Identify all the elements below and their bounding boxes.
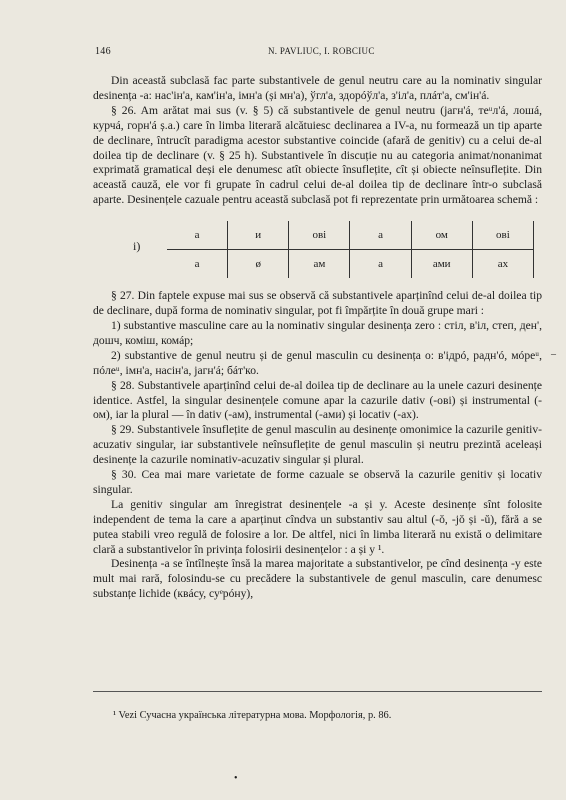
- table-cell: а: [350, 250, 411, 279]
- running-head: N. PAVLIUC, I. ROBCIUC: [268, 46, 375, 56]
- declension-scheme: [93, 215, 542, 281]
- table-cell: и: [228, 221, 289, 250]
- table-cell: ами: [411, 250, 472, 279]
- table-cell: ові: [472, 221, 533, 250]
- table-cell: а: [167, 221, 228, 250]
- main-text: [93, 74, 542, 602]
- table-cell: ø: [228, 250, 289, 279]
- paragraph: § 30. Cea mai mare varietate de forme cazuale se observă la cazurile genitiv și locativ singular.: [93, 468, 542, 496]
- footnote-divider: [93, 691, 542, 692]
- table-cell: а: [350, 221, 411, 250]
- paragraph: § 29. Substantivele însuflețite de genul masculin au desinențe omonimice la cazurile genitiv-acuzativ singular, iar substantivele neînsuflețite de genul masculin și neutru prezintă aceleași desinențe la cazurile nominativ-acuzativ singular și plural.: [93, 423, 542, 467]
- page-header: [95, 46, 495, 60]
- paragraph: 1) substantive masculine care au la nominativ singular desinența zero : стіл, в'іл, степ, ден', дошч, коміш, комáр;: [93, 318, 542, 347]
- table-cell: ом: [411, 221, 472, 250]
- paragraph: Din această subclasă fac parte substantivele de genul neutru care au la nominativ singular desinența -a: нас'ін'а, кам'ін'а, імн'а (și мн'а), ўгл'а, здорóўл'а, з'іл'а, плáт'а, см'ін'á.: [93, 74, 542, 102]
- table-cell: ах: [472, 250, 533, 279]
- paragraph: Desinența -a se întîlnește însă la marea majoritate a substantivelor, pe cînd desinența -y este mult mai rară, folosindu-se cu precădere la substantivele de genul masculin, care denumesc substanțe lichide (квáсу, суᵉрóну),: [93, 557, 542, 601]
- paragraph: § 27. Din faptele expuse mai sus se observă că substantivele aparținînd celui de-al doilea tip de declinare, după forma de nominativ singular, pot fi împărțite în două grupe mari :: [93, 289, 542, 318]
- scheme-label: i): [133, 239, 141, 254]
- bottom-mark: •: [234, 773, 238, 784]
- table-row: [167, 221, 534, 250]
- table-cell: ові: [289, 221, 350, 250]
- paragraph: La genitiv singular am înregistrat desinențele -a și y. Aceste desinențe sînt folosite independent de tema la care a aparținut cîndva un substantiv sau altul (-ŏ, -jŏ și -ŭ), fără a se putea stabili vreo regulă de folosire a lor. De altfel, nici în limba literară nu există o delimitare clară a substantivelor în privința folosirii desinențelor : a și y ¹.: [93, 497, 542, 556]
- page-number: 146: [95, 46, 111, 57]
- table-row: [167, 250, 534, 279]
- paragraph: § 28. Substantivele aparținînd celui de-al doilea tip de declinare au la unele cazuri desinențe identice. Astfel, la singular desinențele comune apar la cazurile dativ (-ові) și instrumental (-ом), iar la plural — în dativ (-ам), instrumental (-ами) și locativ (-ах).: [93, 378, 542, 422]
- table-cell: ам: [289, 250, 350, 279]
- margin-mark: –: [551, 349, 556, 360]
- paragraph: 2) substantive de genul neutru și de genul masculin cu desinența o: в'ідрó, радн'ó, мóреᵘ, пóлеᵘ, імн'а, насін'а, jагн'á; бáт'ко.: [93, 348, 542, 377]
- paragraph: § 26. Am arătat mai sus (v. § 5) că substantivele de genul neutru (jагн'á, теᵘл'á, лошá, курчá, горн'á ș.a.) care în limba literară alcătuiesc declinarea a IV-a, nu formează un tip aparte de declinare, întrucît paradigma acestor substantive coincide (afară de genitiv) cu a celui de-al doilea tip de declinare (v. § 25 h). Substantivele în discuție nu au categoria animat/nonanimat exprimată gramatical deși ele denumesc atît obiecte însuflețite, cît și obiecte neînsuflețite. Din această cauză, ele vor fi grupate în cadrul celui de-al doilea tip de declinare într-o subclasă aparte. Desinențele cazuale pentru această subclasă pot fi reprezentate prin următoarea schemă :: [93, 103, 542, 207]
- table-cell: а: [167, 250, 228, 279]
- footnote: ¹ Vezi Сучасна українська літературна мова. Морфологія, p. 86.: [113, 710, 392, 721]
- declension-table: [167, 221, 534, 278]
